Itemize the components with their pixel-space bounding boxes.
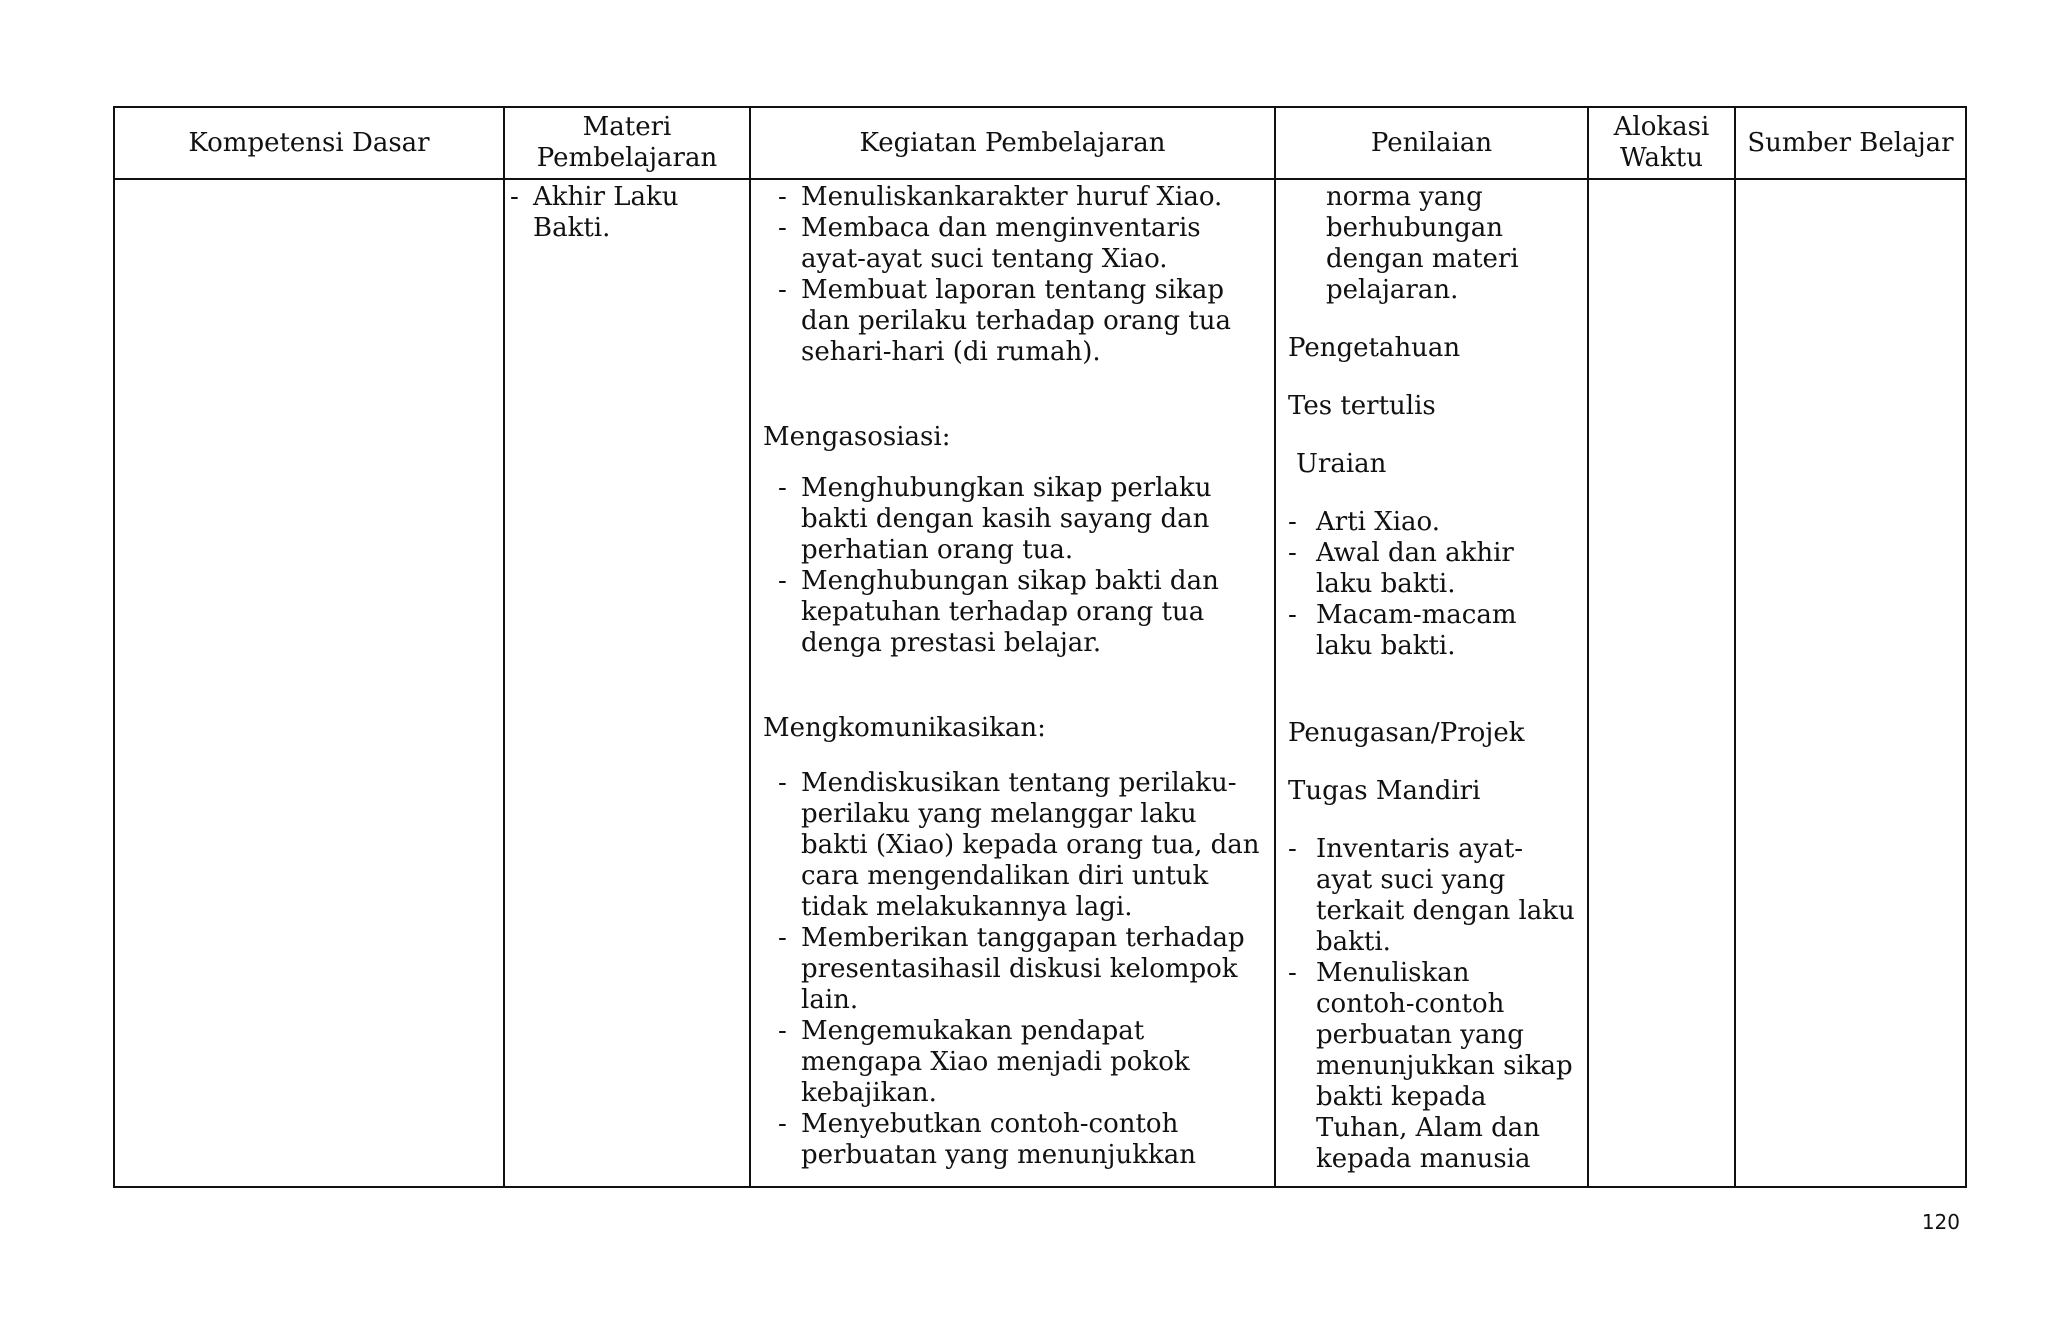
cell-kompetensi-dasar (114, 179, 504, 1187)
lesson-plan-table (113, 106, 1967, 1188)
header-penilaian: Penilaian (1275, 107, 1588, 179)
uraian-list (1288, 507, 1575, 662)
mengkomunikasikan-list (763, 768, 1262, 1171)
cell-sumber-belajar (1735, 179, 1966, 1187)
cell-kegiatan (750, 179, 1275, 1187)
list-item: - Menyebutkan contoh-contoh perbuatan yang menunjukkan (763, 1109, 1262, 1171)
penilaian-content (1276, 180, 1587, 1175)
cell-alokasi-waktu (1588, 179, 1735, 1187)
list-item: - Mendiskusikan tentang perilaku-perilaku yang melanggar laku bakti (Xiao) kepada orang tua, dan cara mengendalikan diri untuk tidak melakukannya lagi. (763, 768, 1262, 923)
header-alokasi-text: Alokasi Waktu (1613, 112, 1710, 173)
content-row (114, 179, 1966, 1187)
cell-materi (504, 179, 750, 1187)
list-item: - Menuliskankarakter huruf Xiao. (763, 182, 1262, 213)
list-item: - Akhir Laku Bakti. (507, 182, 737, 244)
list-item: - Menghubungkan sikap perlaku bakti dengan kasih sayang dan perhatian orang tua. (763, 473, 1262, 566)
list-item: - Macam-macam laku bakti. (1288, 600, 1575, 662)
mengasosiasi-list (763, 473, 1262, 659)
penugasan-heading: Penugasan/Projek (1288, 718, 1525, 748)
materi-list (507, 182, 737, 244)
list-item: - Mengemukakan pendapat mengapa Xiao menjadi pokok kebajikan. (763, 1016, 1262, 1109)
tugas-list (1288, 834, 1575, 1175)
header-kegiatan-pembelajaran: Kegiatan Pembelajaran (750, 107, 1275, 179)
uraian-heading: Uraian (1296, 449, 1387, 479)
header-alokasi-waktu (1588, 107, 1735, 179)
header-materi-text: Materi Pembelajaran (536, 112, 718, 173)
sumber-belajar-text (1736, 180, 1965, 182)
kompetensi-dasar-text (115, 180, 503, 182)
mengasosiasi-heading: Mengasosiasi: (763, 422, 951, 452)
mengkomunikasikan-heading: Mengkomunikasikan: (763, 713, 1046, 743)
header-row (114, 107, 1966, 179)
materi-content (505, 180, 749, 244)
list-item: - Arti Xiao. (1288, 507, 1575, 538)
pengetahuan-heading: Pengetahuan (1288, 333, 1461, 363)
tugas-mandiri-heading: Tugas Mandiri (1288, 776, 1481, 806)
alokasi-waktu-text (1589, 180, 1734, 182)
kegiatan-top-list (763, 182, 1262, 368)
header-sumber-belajar: Sumber Belajar (1735, 107, 1966, 179)
tes-tertulis-heading: Tes tertulis (1288, 391, 1436, 421)
header-materi-pembelajaran (504, 107, 750, 179)
kegiatan-content (751, 180, 1274, 1171)
list-item: - Inventaris ayat-ayat suci yang terkait dengan laku bakti. (1288, 834, 1575, 958)
list-item: - Membaca dan menginventaris ayat-ayat suci tentang Xiao. (763, 213, 1262, 275)
list-item: - Memberikan tanggapan terhadap presentasihasil diskusi kelompok lain. (763, 923, 1262, 1016)
penilaian-continued-text: norma yang berhubungan dengan materi pelajaran. (1326, 182, 1519, 305)
list-item: - Menghubungan sikap bakti dan kepatuhan terhadap orang tua denga prestasi belajar. (763, 566, 1262, 659)
header-kompetensi-dasar: Kompetensi Dasar (114, 107, 504, 179)
list-item: - Menuliskan contoh-contoh perbuatan yang menunjukkan sikap bakti kepada Tuhan, Alam dan kepada manusia (1288, 958, 1575, 1175)
cell-penilaian (1275, 179, 1588, 1187)
list-item: - Membuat laporan tentang sikap dan perilaku terhadap orang tua sehari-hari (di rumah). (763, 275, 1262, 368)
list-item: - Awal dan akhir laku bakti. (1288, 538, 1575, 600)
page-number: 120 (1921, 1210, 1960, 1234)
